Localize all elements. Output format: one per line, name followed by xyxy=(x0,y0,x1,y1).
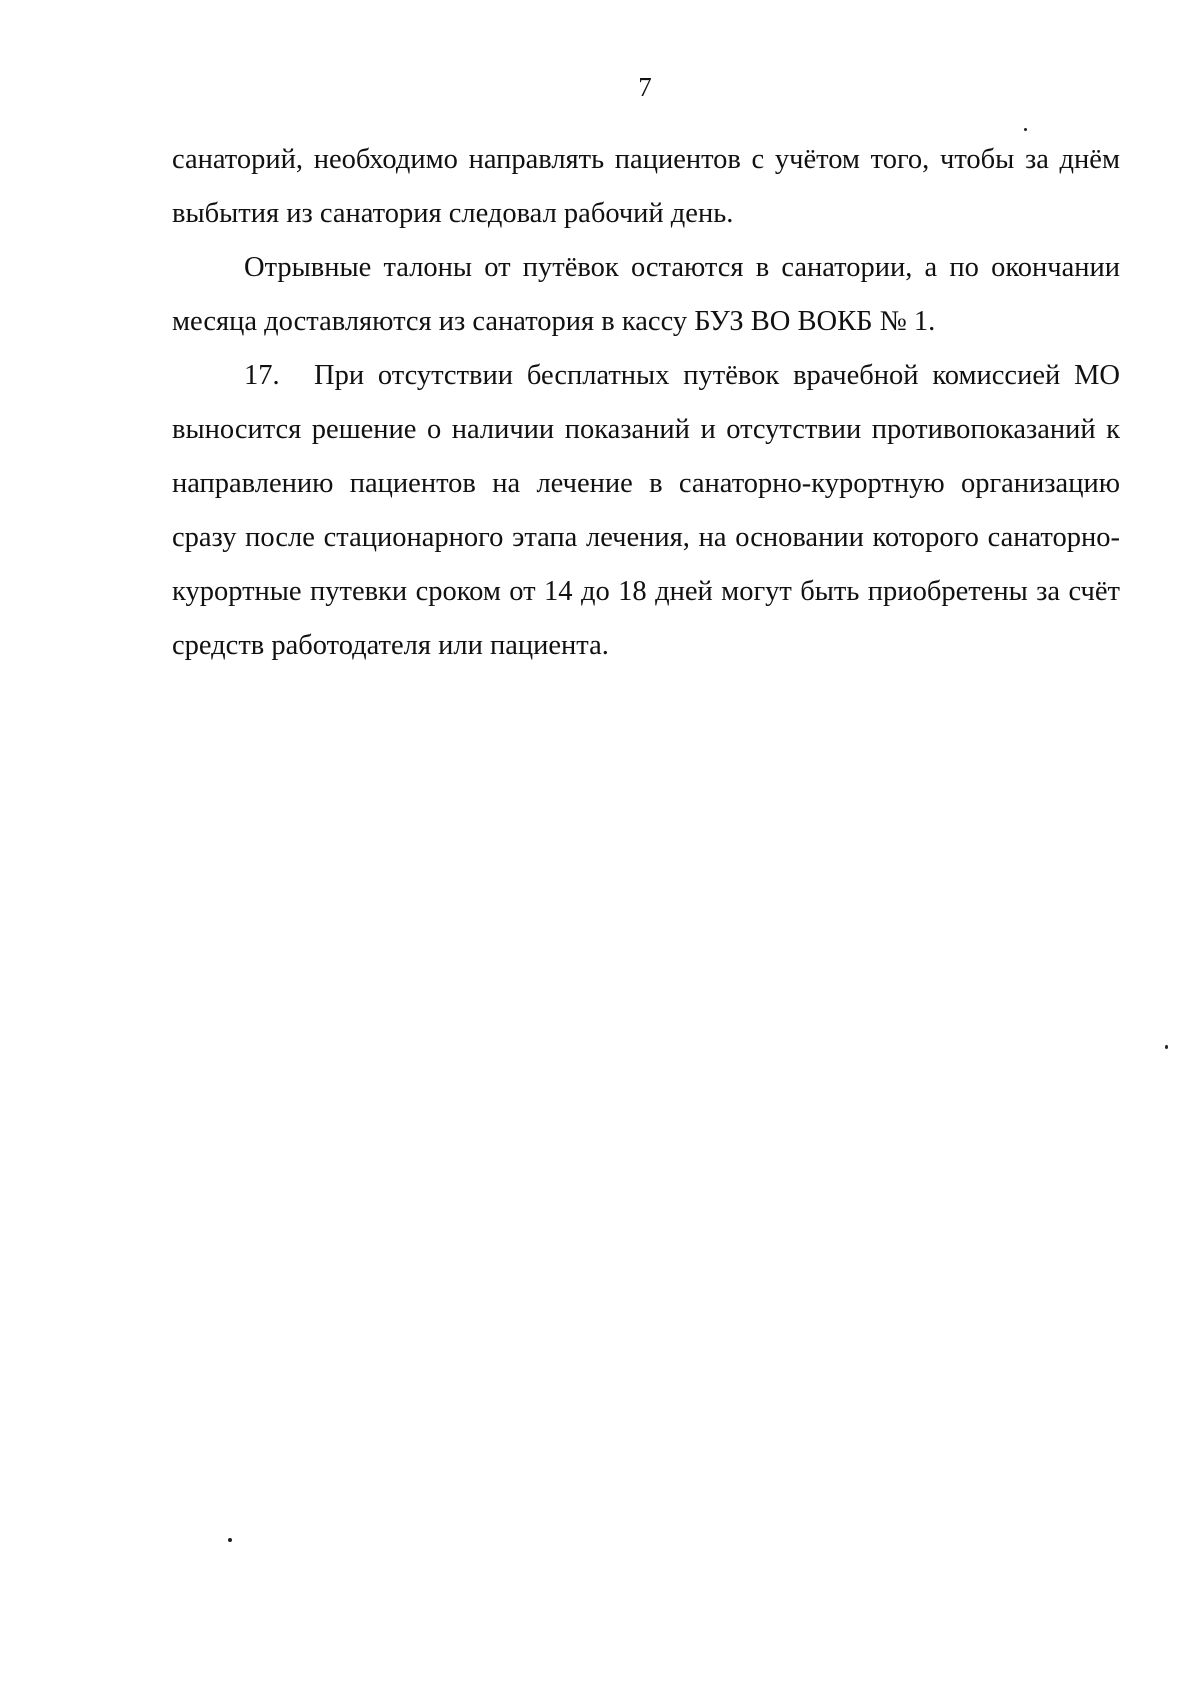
paragraph-coupons: Отрывные талоны от путёвок остаются в санатории, а по окончании месяца доставляются из санатория в кассу БУЗ ВО ВОКБ № 1. xyxy=(172,252,1120,337)
paragraph-continuation: санаторий, необходимо направлять пациентов с учётом того, чтобы за днём выбытия из санатория следовал рабочий день. xyxy=(172,144,1120,229)
item-17-text: При отсутствии бесплатных путёвок врачебной комиссией МО выносится решение о наличии показаний и отсутствии противопоказаний к направлению пациентов на лечение в санаторно-курортную организацию сразу после стационарного этапа лечения, на основании которого санаторно-курортные путевки сроком от 14 до 18 дней могут быть приобретены за счёт средств работодателя или пациента. xyxy=(172,360,1120,661)
paragraph-item-17 xyxy=(172,349,1120,673)
page-number: 7 xyxy=(638,72,652,102)
scan-speck xyxy=(1165,1045,1168,1049)
body-text xyxy=(172,133,1120,673)
item-number: 17. xyxy=(244,360,280,391)
scan-speck xyxy=(228,1538,232,1542)
scan-speck xyxy=(1024,128,1027,131)
